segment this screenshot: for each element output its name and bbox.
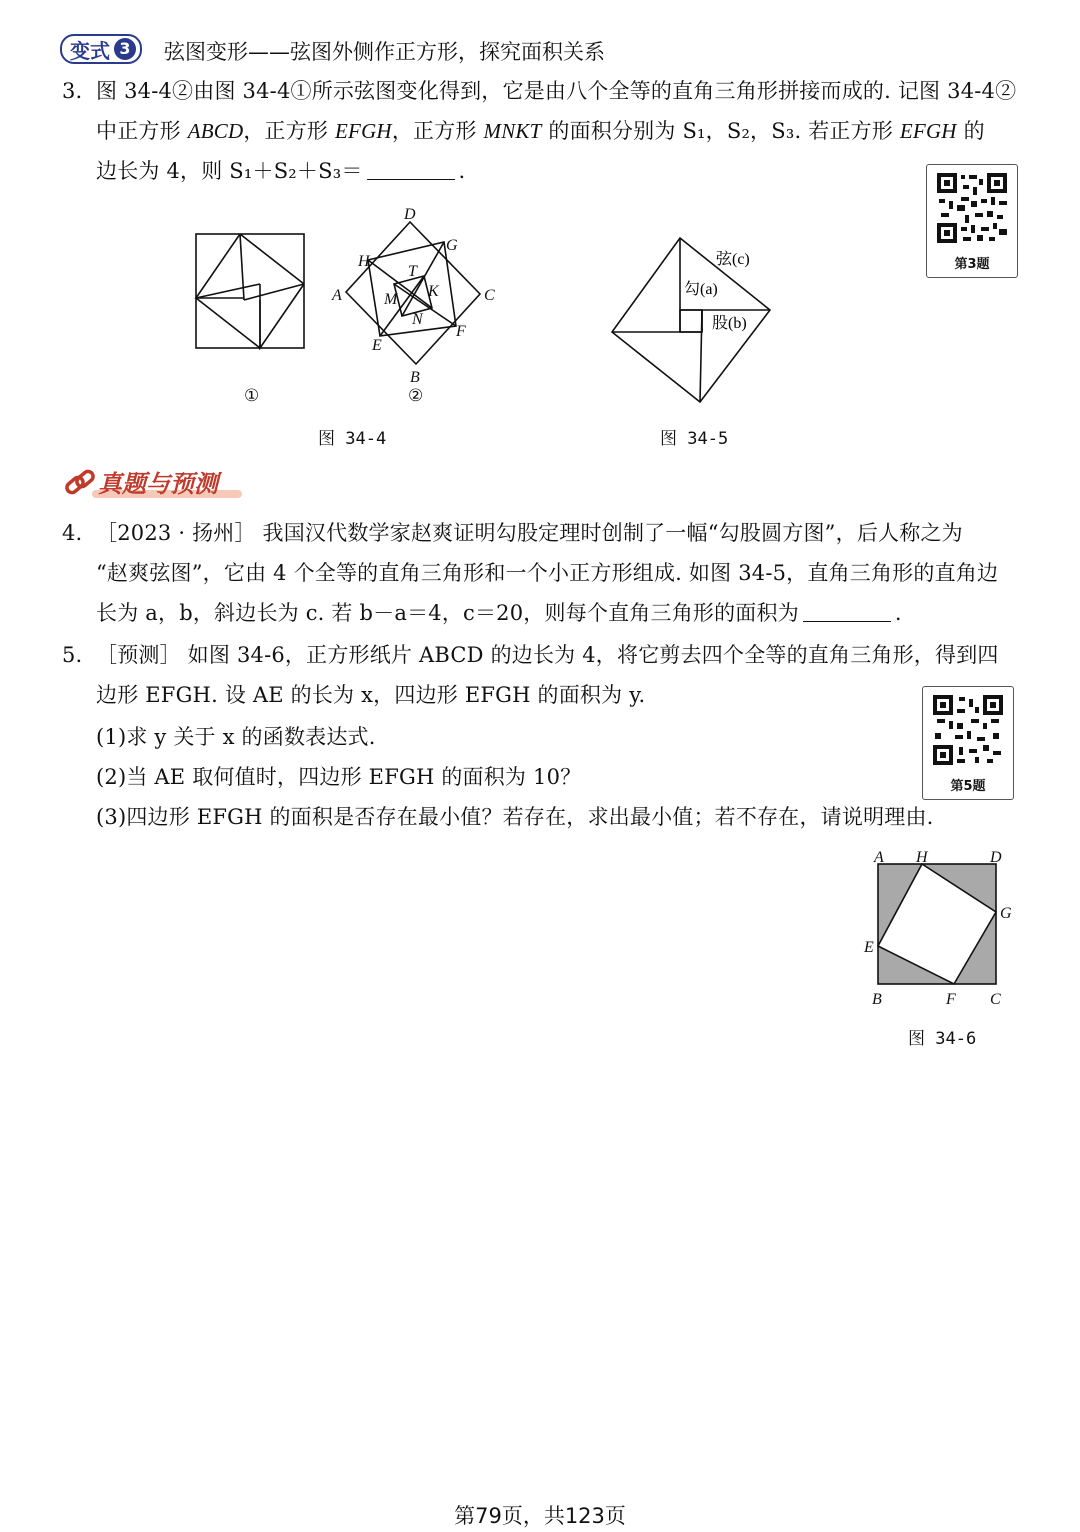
q4-line1: ［2023 · 扬州］ 我国汉代数学家赵爽证明勾股定理时创制了一幅“勾股圆方图”，后人称之为 — [96, 521, 963, 545]
pt-B: B — [872, 991, 882, 1008]
q3-text: ，正方形 — [243, 119, 336, 143]
pt-T: T — [408, 263, 417, 280]
pt-G: G — [446, 237, 458, 254]
q5-sub2: (2)当 AE 取何值时，四边形 EFGH 的面积为 10？ — [96, 765, 582, 789]
variant-header — [60, 34, 142, 64]
q3-math: EFGH — [899, 119, 957, 143]
pt-H: H — [916, 849, 928, 866]
q3-text: ，正方形 — [391, 119, 484, 143]
q4-period: . — [894, 601, 902, 625]
pt-C: C — [484, 287, 495, 304]
pt-F: F — [456, 323, 466, 340]
figure-34-6 — [858, 844, 1028, 1014]
qr-code-icon — [935, 171, 1009, 245]
figure-34-4-1 — [190, 228, 310, 354]
q5-line2: 边形 EFGH. 设 AE 的长为 x，四边形 EFGH 的面积为 y. — [96, 683, 646, 707]
fig34-4-caption: 图 34-4 — [318, 429, 387, 449]
figure-34-5 — [606, 232, 778, 408]
fig34-6-caption: 图 34-6 — [908, 1029, 977, 1049]
q4-answer-blank[interactable] — [803, 601, 891, 622]
pt-A: A — [332, 287, 342, 304]
pt-B: B — [410, 369, 420, 386]
q4-text: 长为 a，b，斜边长为 c. 若 b－a＝4，c＝20，则每个直角三角形的面积为 — [96, 601, 799, 625]
q3-line1: 图 34-4②由图 34-4①所示弦图变化得到，它是由八个全等的直角三角形拼接而成的. 记图 34-4② — [96, 79, 1017, 103]
q5-sub3: (3)四边形 EFGH 的面积是否存在最小值？若存在，求出最小值；若不存在，请说明理由. — [96, 805, 934, 829]
q3-number: 3. — [62, 79, 83, 103]
pt-E: E — [864, 939, 874, 956]
page-footer: 第79页，共123页 — [454, 1504, 626, 1528]
pt-K: K — [428, 283, 439, 300]
q4-line2: “赵爽弦图”，它由 4 个全等的直角三角形和一个小正方形组成. 如图 34-5，直角三角形的直角边 — [96, 561, 999, 585]
pt-E: E — [372, 337, 382, 354]
section-title: 真题与预测 — [98, 470, 218, 498]
badge-text: 变式 — [70, 38, 110, 63]
q3-text: 边长为 4，则 S₁＋S₂＋S₃＝ — [96, 159, 363, 183]
q3-math: MNKT — [483, 119, 542, 143]
q4-line3 — [96, 598, 902, 628]
q5-number: 5. — [62, 643, 83, 667]
q3-math: ABCD — [187, 119, 244, 143]
qr-label-q5: 第5题 — [950, 779, 986, 794]
q4-number: 4. — [62, 521, 83, 545]
qr-label-q3: 第3题 — [954, 257, 990, 272]
q3-line3 — [96, 156, 465, 186]
fig34-4-label2: ② — [408, 386, 424, 406]
q3-answer-blank[interactable] — [367, 159, 455, 180]
variant-title: 弦图变形——弦图外侧作正方形，探究面积关系 — [164, 40, 605, 64]
q3-period: . — [458, 159, 466, 183]
q3-line2 — [96, 116, 985, 146]
pt-G: G — [1000, 905, 1012, 922]
q3-math: EFGH — [335, 119, 392, 143]
pt-N: N — [412, 311, 423, 328]
label-gou: 勾(a) — [684, 281, 718, 298]
pt-D: D — [990, 849, 1002, 866]
variant-badge — [60, 34, 142, 64]
fig34-4-label1: ① — [244, 386, 260, 406]
fig34-5-caption: 图 34-5 — [660, 429, 729, 449]
q3-text: 的面积分别为 S₁，S₂，S₃. 若正方形 — [541, 119, 900, 143]
qr-code-q5[interactable] — [922, 686, 1014, 800]
q5-sub1: (1)求 y 关于 x 的函数表达式. — [96, 725, 376, 749]
label-xian: 弦(c) — [716, 251, 750, 268]
qr-code-q3[interactable] — [926, 164, 1018, 278]
pt-D: D — [404, 206, 416, 223]
pt-M: M — [384, 291, 398, 308]
q5-line1: ［预测］ 如图 34-6，正方形纸片 ABCD 的边长为 4，将它剪去四个全等的直角三角形，得到四 — [96, 643, 999, 667]
section-zhenti-header — [62, 462, 248, 502]
q3-text: 中正方形 — [96, 119, 188, 143]
pt-F: F — [946, 991, 956, 1008]
q3-text: 的 — [956, 119, 985, 143]
label-gu: 股(b) — [712, 315, 747, 332]
pt-A: A — [874, 849, 884, 866]
qr-code-icon — [931, 693, 1005, 767]
pt-C: C — [990, 991, 1001, 1008]
figure-34-4-2 — [328, 204, 500, 386]
pt-H: H — [358, 253, 370, 270]
badge-number: 3 — [114, 38, 136, 60]
